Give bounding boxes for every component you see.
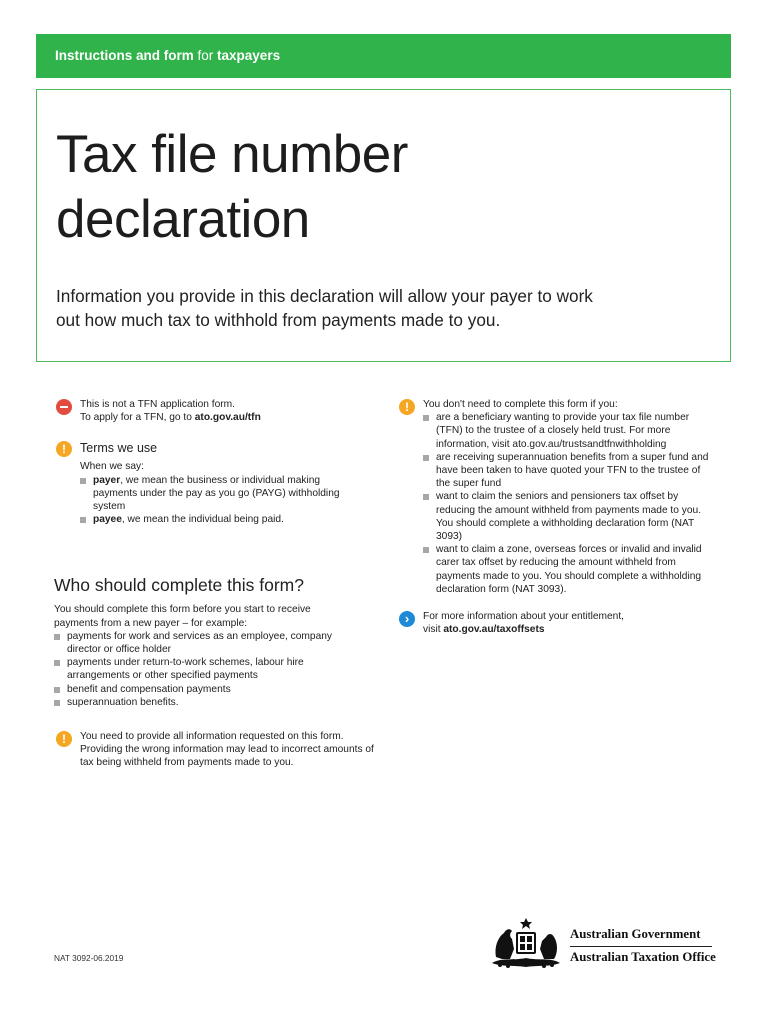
list-item: want to claim the seniors and pensioners tax offset by reducing the amount withheld from payments made to you. You should complete a withholding declaration form (NAT 3093) xyxy=(423,490,715,543)
list-item xyxy=(80,513,374,526)
provide-info-notice xyxy=(54,730,374,770)
list-item xyxy=(80,474,374,514)
banner-part-2: for xyxy=(193,48,218,63)
terms-section xyxy=(54,440,374,526)
coat-of-arms-icon xyxy=(488,915,564,973)
dont-need-heading: You don't need to complete this form if you: xyxy=(423,399,618,410)
who-list xyxy=(54,630,374,709)
title-line-1: Tax file number xyxy=(56,125,408,184)
tfn-notice xyxy=(54,398,374,424)
terms-heading: Terms we use xyxy=(80,441,158,456)
list-item: are a beneficiary wanting to provide your tax file number (TFN) to the trustee of a closely held trust. For more information, visit ato.gov.au/trustsandtfnwithholding xyxy=(423,411,715,451)
tfn-notice-line-2 xyxy=(80,411,374,424)
term-payer-text: , we mean the business or individual making payments under the pay as you go (PAYG) withholding system xyxy=(93,474,340,513)
form-code: NAT 3092-06.2019 xyxy=(54,953,124,963)
page-title xyxy=(56,122,696,252)
warning-icon: ! xyxy=(399,399,415,415)
who-intro: You should complete this form before you start to receive payments from a new payer – for example: xyxy=(54,604,311,629)
who-section xyxy=(54,574,374,709)
dont-need-list xyxy=(423,411,715,596)
list-item: superannuation benefits. xyxy=(54,696,374,709)
terms-intro: When we say: xyxy=(80,461,144,473)
page-subtitle: Information you provide in this declaration will allow your payer to work out how much tax to withhold from payments made to you. xyxy=(56,286,593,330)
more-info-prefix: visit xyxy=(423,624,444,636)
list-item: benefit and compensation payments xyxy=(54,683,374,696)
banner-part-3: taxpayers xyxy=(217,48,281,63)
arrow-right-icon: › xyxy=(399,611,415,627)
title-box xyxy=(36,89,731,362)
provide-info-text: You need to provide all information requested on this form. Providing the wrong information may lead to incorrect amounts of tax being withheld from payments made to you. xyxy=(80,731,374,769)
warning-icon: ! xyxy=(56,731,72,747)
header-banner xyxy=(36,34,731,78)
title-line-2: declaration xyxy=(56,190,310,249)
taxoffsets-link[interactable]: ato.gov.au/taxoffsets xyxy=(443,624,545,636)
tfn-link[interactable]: ato.gov.au/tfn xyxy=(194,412,261,424)
warning-icon: ! xyxy=(56,441,72,457)
tfn-notice-line-1: This is not a TFN application form. xyxy=(80,399,235,410)
term-payee-text: , we mean the individual being paid. xyxy=(121,514,284,526)
dont-need-section xyxy=(397,398,715,596)
government-name: Australian Government xyxy=(570,927,701,941)
term-payer: payer xyxy=(93,474,121,486)
more-info-line-2 xyxy=(423,623,715,636)
tfn-notice-prefix: To apply for a TFN, go to xyxy=(80,412,195,424)
right-column xyxy=(397,398,715,636)
list-item: payments under return-to-work schemes, labour hire arrangements or other specified payments xyxy=(54,656,374,682)
more-info-section xyxy=(397,610,715,636)
list-item: are receiving superannuation benefits from a super fund and have been taken to have quoted your TFN to the trustee of the super fund xyxy=(423,451,715,491)
agency-name: Australian Taxation Office xyxy=(570,950,716,964)
list-item: want to claim a zone, overseas forces or invalid and invalid carer tax offset by reducing the amount withheld from payments made to you. You should complete a withholding declaration form (NAT 3093). xyxy=(423,543,715,596)
terms-list xyxy=(80,474,374,527)
left-column xyxy=(54,398,374,770)
ato-logo xyxy=(488,915,720,975)
logo-divider xyxy=(570,946,712,947)
who-heading: Who should complete this form? xyxy=(54,575,304,596)
banner-part-1: Instructions and form xyxy=(55,48,194,63)
list-item: payments for work and services as an employee, company director or office holder xyxy=(54,630,374,656)
more-info-line-1: For more information about your entitlement, xyxy=(423,611,625,623)
stop-icon xyxy=(56,399,72,415)
term-payee: payee xyxy=(93,514,122,526)
